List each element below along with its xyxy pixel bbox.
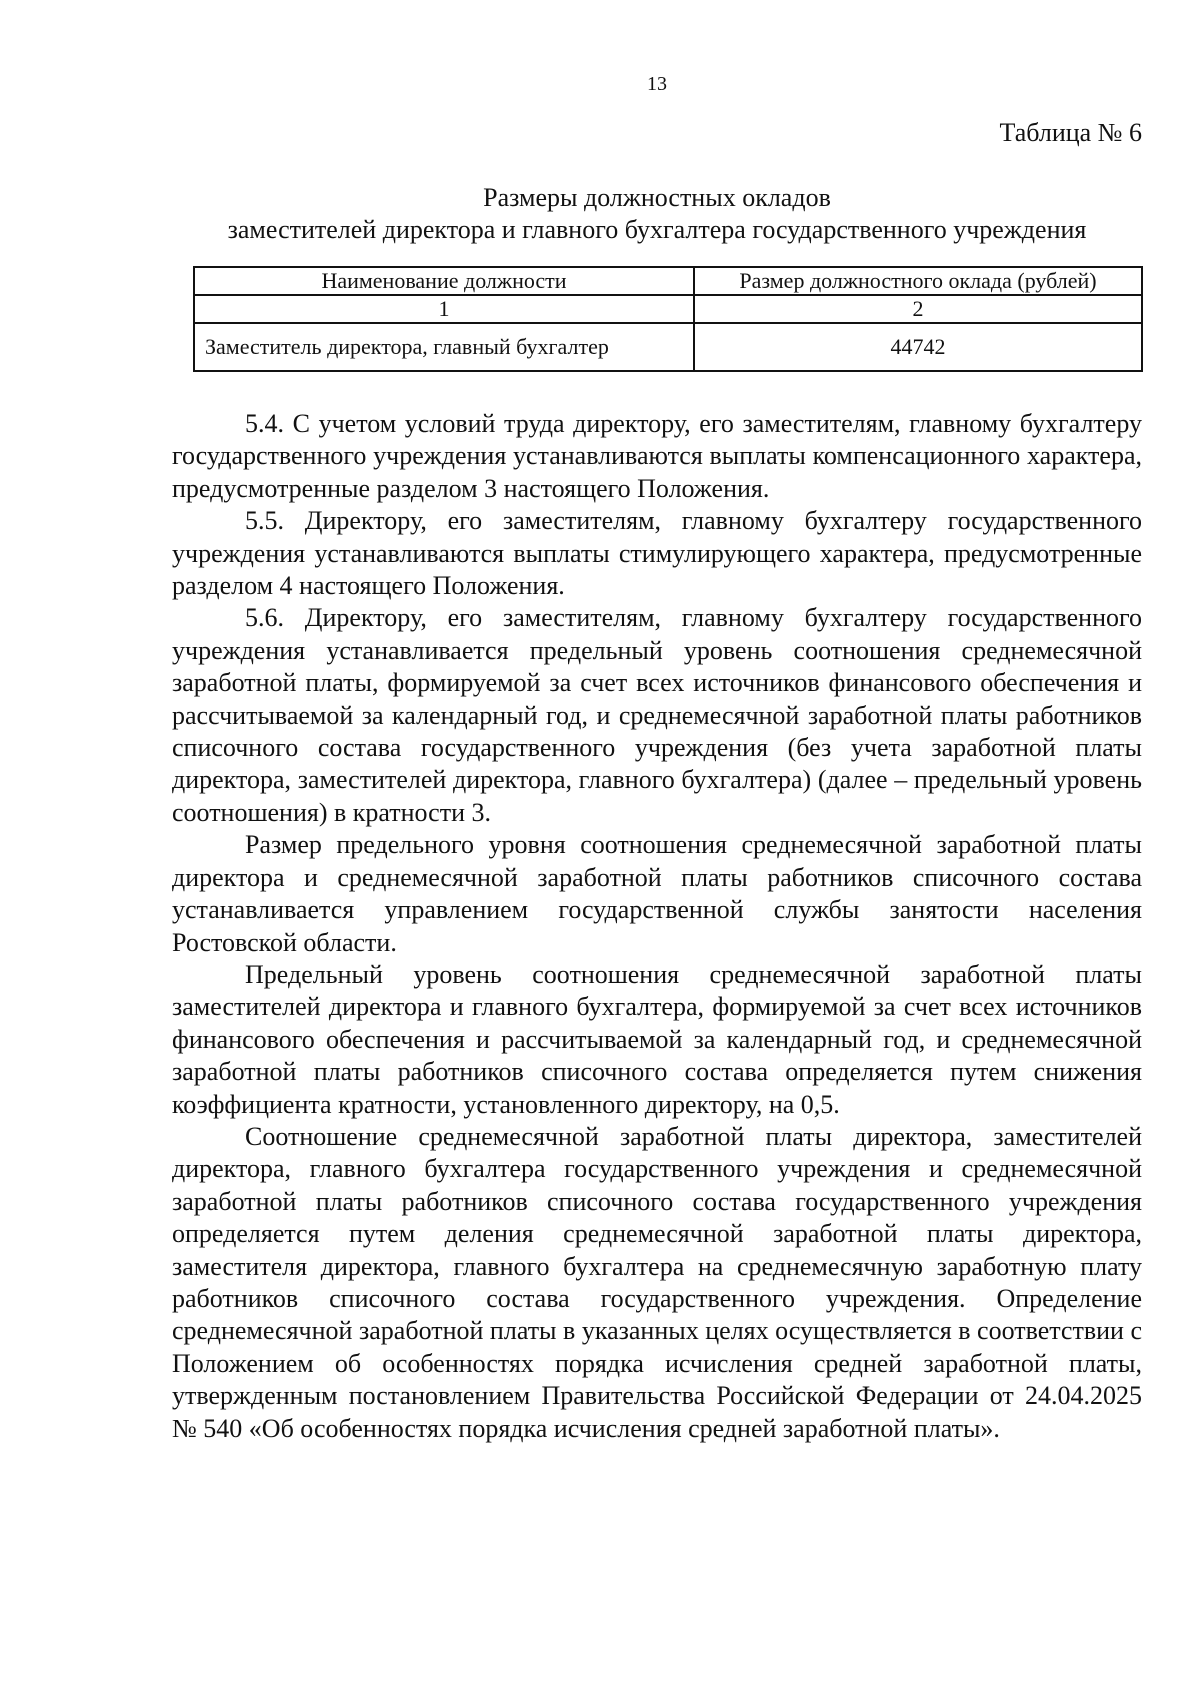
body-text (172, 408, 1142, 1445)
column-number-1: 1 (194, 295, 694, 323)
paragraph-director-ratio: Размер предельного уровня соотношения среднемесячной заработной платы директора и среднемесячной заработной платы работников списочного состава устанавливается управлением государственной службы занятости населения Ростовской области. (172, 830, 1142, 957)
header-salary: Размер должностного оклада (рублей) (694, 267, 1142, 295)
table-label: Таблица № 6 (999, 118, 1142, 147)
salary-table (193, 266, 1143, 372)
column-number-2: 2 (694, 295, 1142, 323)
table-title-line-1: Размеры должностных окладов (483, 183, 831, 212)
cell-position: Заместитель директора, главный бухгалтер (194, 323, 694, 371)
cell-salary: 44742 (694, 323, 1142, 371)
paragraph-5-5: 5.5. Директору, его заместителям, главному бухгалтеру государственного учреждения устанавливаются выплаты стимулирующего характера, предусмотренные разделом 4 настоящего Положения. (172, 506, 1142, 601)
table-title (172, 182, 1142, 246)
paragraph-5-4: 5.4. С учетом условий труда директору, его заместителям, главному бухгалтеру государственного учреждения устанавливаются выплаты компенсационного характера, предусмотренные разделом 3 настоящего Положения. (172, 409, 1142, 503)
table-header-row (194, 267, 1142, 295)
table-title-line-2: заместителей директора и главного бухгалтера государственного учреждения (227, 215, 1087, 244)
table-row (194, 323, 1142, 371)
column-number-row (194, 295, 1142, 323)
header-position: Наименование должности (194, 267, 694, 295)
paragraph-deputy-ratio: Предельный уровень соотношения среднемесячной заработной платы заместителей директора и главного бухгалтера, формируемой за счет всех источников финансового обеспечения и рассчитываемой за календарный год, и среднемесячной заработной платы работников списочного состава определяется путем снижения коэффициента кратности, установленного директору, на 0,5. (172, 959, 1142, 1119)
paragraph-ratio-calculation: Соотношение среднемесячной заработной платы директора, заместителей директора, главного бухгалтера государственного учреждения и среднемесячной заработной платы работников списочного состава государственного учреждения определяется путем деления среднемесячной заработной платы директора, заместителя директора, главного бухгалтера на среднемесячную заработную плату работников списочного состава государственного учреждения. Определение среднемесячной заработной платы в указанных целях осуществляется в соответствии с Положением об особенностях порядка исчисления средней заработной платы, утвержденным постановлением Правительства Российской Федерации от 24.04.2025 № 540 «Об особенностях порядка исчисления средней заработной платы». (172, 1121, 1142, 1443)
paragraph-5-6: 5.6. Директору, его заместителям, главному бухгалтеру государственного учреждения устанавливается предельный уровень соотношения среднемесячной заработной платы, формируемой за счет всех источников финансового обеспечения и рассчитываемой за календарный год, и среднемесячной заработной платы работников списочного состава государственного учреждения (без учета заработной платы директора, заместителей директора, главного бухгалтера) (далее – предельный уровень соотношения) в кратности 3. (172, 603, 1142, 827)
page-number: 13 (647, 73, 667, 95)
